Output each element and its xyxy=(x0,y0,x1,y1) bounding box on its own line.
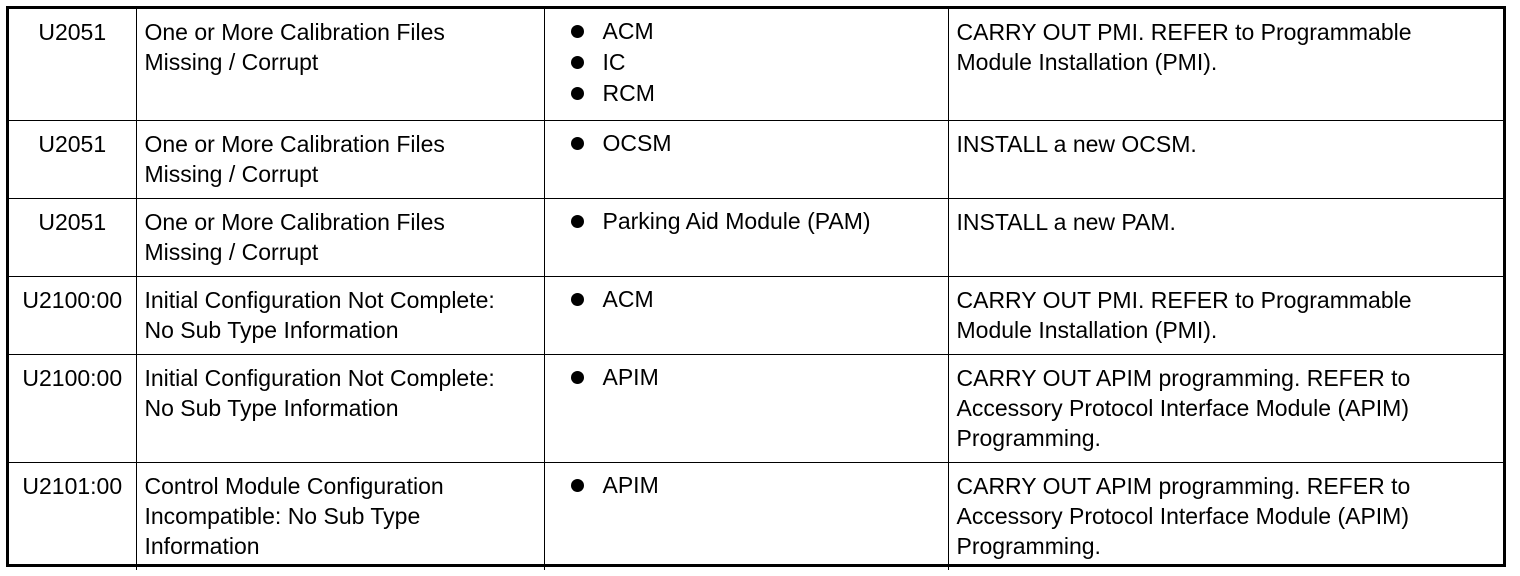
bullet-icon xyxy=(571,293,584,306)
dtc-description-line: Missing / Corrupt xyxy=(144,160,319,187)
action-line: CARRY OUT PMI. REFER to Programmable xyxy=(956,19,1412,45)
module-list-item xyxy=(571,127,940,160)
dtc-description-line: Initial Configuration Not Complete: xyxy=(144,286,495,313)
dtc-description-line: One or More Calibration Files xyxy=(144,130,445,157)
module-list-cell xyxy=(544,198,948,276)
bullet-icon xyxy=(571,137,584,150)
dtc-description-cell xyxy=(136,9,544,120)
action-line: INSTALL a new PAM. xyxy=(956,208,1176,235)
dtc-description-line: One or More Calibration Files xyxy=(144,208,445,235)
action-line: CARRY OUT APIM programming. REFER to xyxy=(956,472,1411,499)
action-cell xyxy=(948,9,1503,120)
module-list-cell xyxy=(544,276,948,354)
module-name: IC xyxy=(602,49,626,75)
action-line: Programming. xyxy=(956,424,1101,451)
bullet-icon xyxy=(571,479,584,492)
module-list-cell xyxy=(544,120,948,198)
dtc-code-cell xyxy=(9,120,136,198)
action-line: INSTALL a new OCSM. xyxy=(956,130,1197,157)
dtc-code-cell xyxy=(9,462,136,570)
dtc-code-cell xyxy=(9,198,136,276)
table-row xyxy=(9,120,1503,198)
module-list xyxy=(571,283,940,316)
module-list xyxy=(571,127,940,160)
module-list-cell xyxy=(544,9,948,120)
table-row xyxy=(9,462,1503,570)
action-line: CARRY OUT PMI. REFER to Programmable xyxy=(956,286,1412,313)
dtc-description-cell xyxy=(136,354,544,462)
module-list xyxy=(571,205,940,238)
action-cell xyxy=(948,276,1503,354)
action-line: Accessory Protocol Interface Module (APIM) xyxy=(956,502,1409,529)
dtc-table-body xyxy=(9,9,1503,570)
module-name: OCSM xyxy=(602,129,672,156)
module-name: RCM xyxy=(602,80,655,106)
module-name: APIM xyxy=(602,363,659,390)
dtc-code: U2100:00 xyxy=(22,286,123,313)
dtc-description-line: No Sub Type Information xyxy=(144,316,399,343)
module-list-item xyxy=(571,469,940,502)
action-line: CARRY OUT APIM programming. REFER to xyxy=(956,364,1411,391)
action-cell xyxy=(948,354,1503,462)
module-name: ACM xyxy=(602,18,654,44)
module-name: Parking Aid Module (PAM) xyxy=(602,207,871,234)
table-row xyxy=(9,9,1503,120)
dtc-table-frame xyxy=(6,6,1506,567)
module-list-item xyxy=(571,283,940,316)
dtc-description-line: Missing / Corrupt xyxy=(144,238,319,265)
module-list-item xyxy=(571,205,940,238)
dtc-code-cell xyxy=(9,9,136,120)
action-line: Accessory Protocol Interface Module (APIM) xyxy=(956,394,1409,421)
dtc-description-line: No Sub Type Information xyxy=(144,394,399,421)
module-list-item xyxy=(571,15,940,48)
dtc-description-line: One or More Calibration Files xyxy=(144,19,445,45)
dtc-description-line: Incompatible: No Sub Type xyxy=(144,502,421,529)
dtc-code: U2051 xyxy=(38,130,107,157)
action-cell xyxy=(948,198,1503,276)
module-list xyxy=(571,469,940,502)
dtc-code: U2101:00 xyxy=(22,472,123,499)
bullet-icon xyxy=(571,371,584,384)
module-list-cell xyxy=(544,462,948,570)
action-line: Programming. xyxy=(956,532,1101,559)
dtc-description-line: Missing / Corrupt xyxy=(144,49,319,75)
module-list xyxy=(571,361,940,394)
dtc-description-line: Information xyxy=(144,532,260,559)
bullet-icon xyxy=(571,56,584,69)
module-list-item xyxy=(571,77,940,110)
module-name: ACM xyxy=(602,285,654,312)
bullet-icon xyxy=(571,87,584,100)
dtc-description-cell xyxy=(136,276,544,354)
table-row xyxy=(9,276,1503,354)
dtc-description-cell xyxy=(136,120,544,198)
bullet-icon xyxy=(571,25,584,38)
dtc-code-cell xyxy=(9,276,136,354)
table-row xyxy=(9,354,1503,462)
module-list-cell xyxy=(544,354,948,462)
module-list xyxy=(571,15,940,110)
dtc-code: U2051 xyxy=(38,19,107,45)
action-cell xyxy=(948,120,1503,198)
dtc-description-line: Initial Configuration Not Complete: xyxy=(144,364,495,391)
module-name: APIM xyxy=(602,471,659,498)
action-cell xyxy=(948,462,1503,570)
action-line: Module Installation (PMI). xyxy=(956,49,1218,75)
dtc-code: U2100:00 xyxy=(22,364,123,391)
action-line: Module Installation (PMI). xyxy=(956,316,1218,343)
module-list-item xyxy=(571,46,940,79)
bullet-icon xyxy=(571,215,584,228)
dtc-description-cell xyxy=(136,198,544,276)
dtc-description-cell xyxy=(136,462,544,570)
dtc-description-line: Control Module Configuration xyxy=(144,472,444,499)
dtc-code: U2051 xyxy=(38,208,107,235)
module-list-item xyxy=(571,361,940,394)
dtc-code-cell xyxy=(9,354,136,462)
table-row xyxy=(9,198,1503,276)
dtc-table xyxy=(9,9,1503,570)
